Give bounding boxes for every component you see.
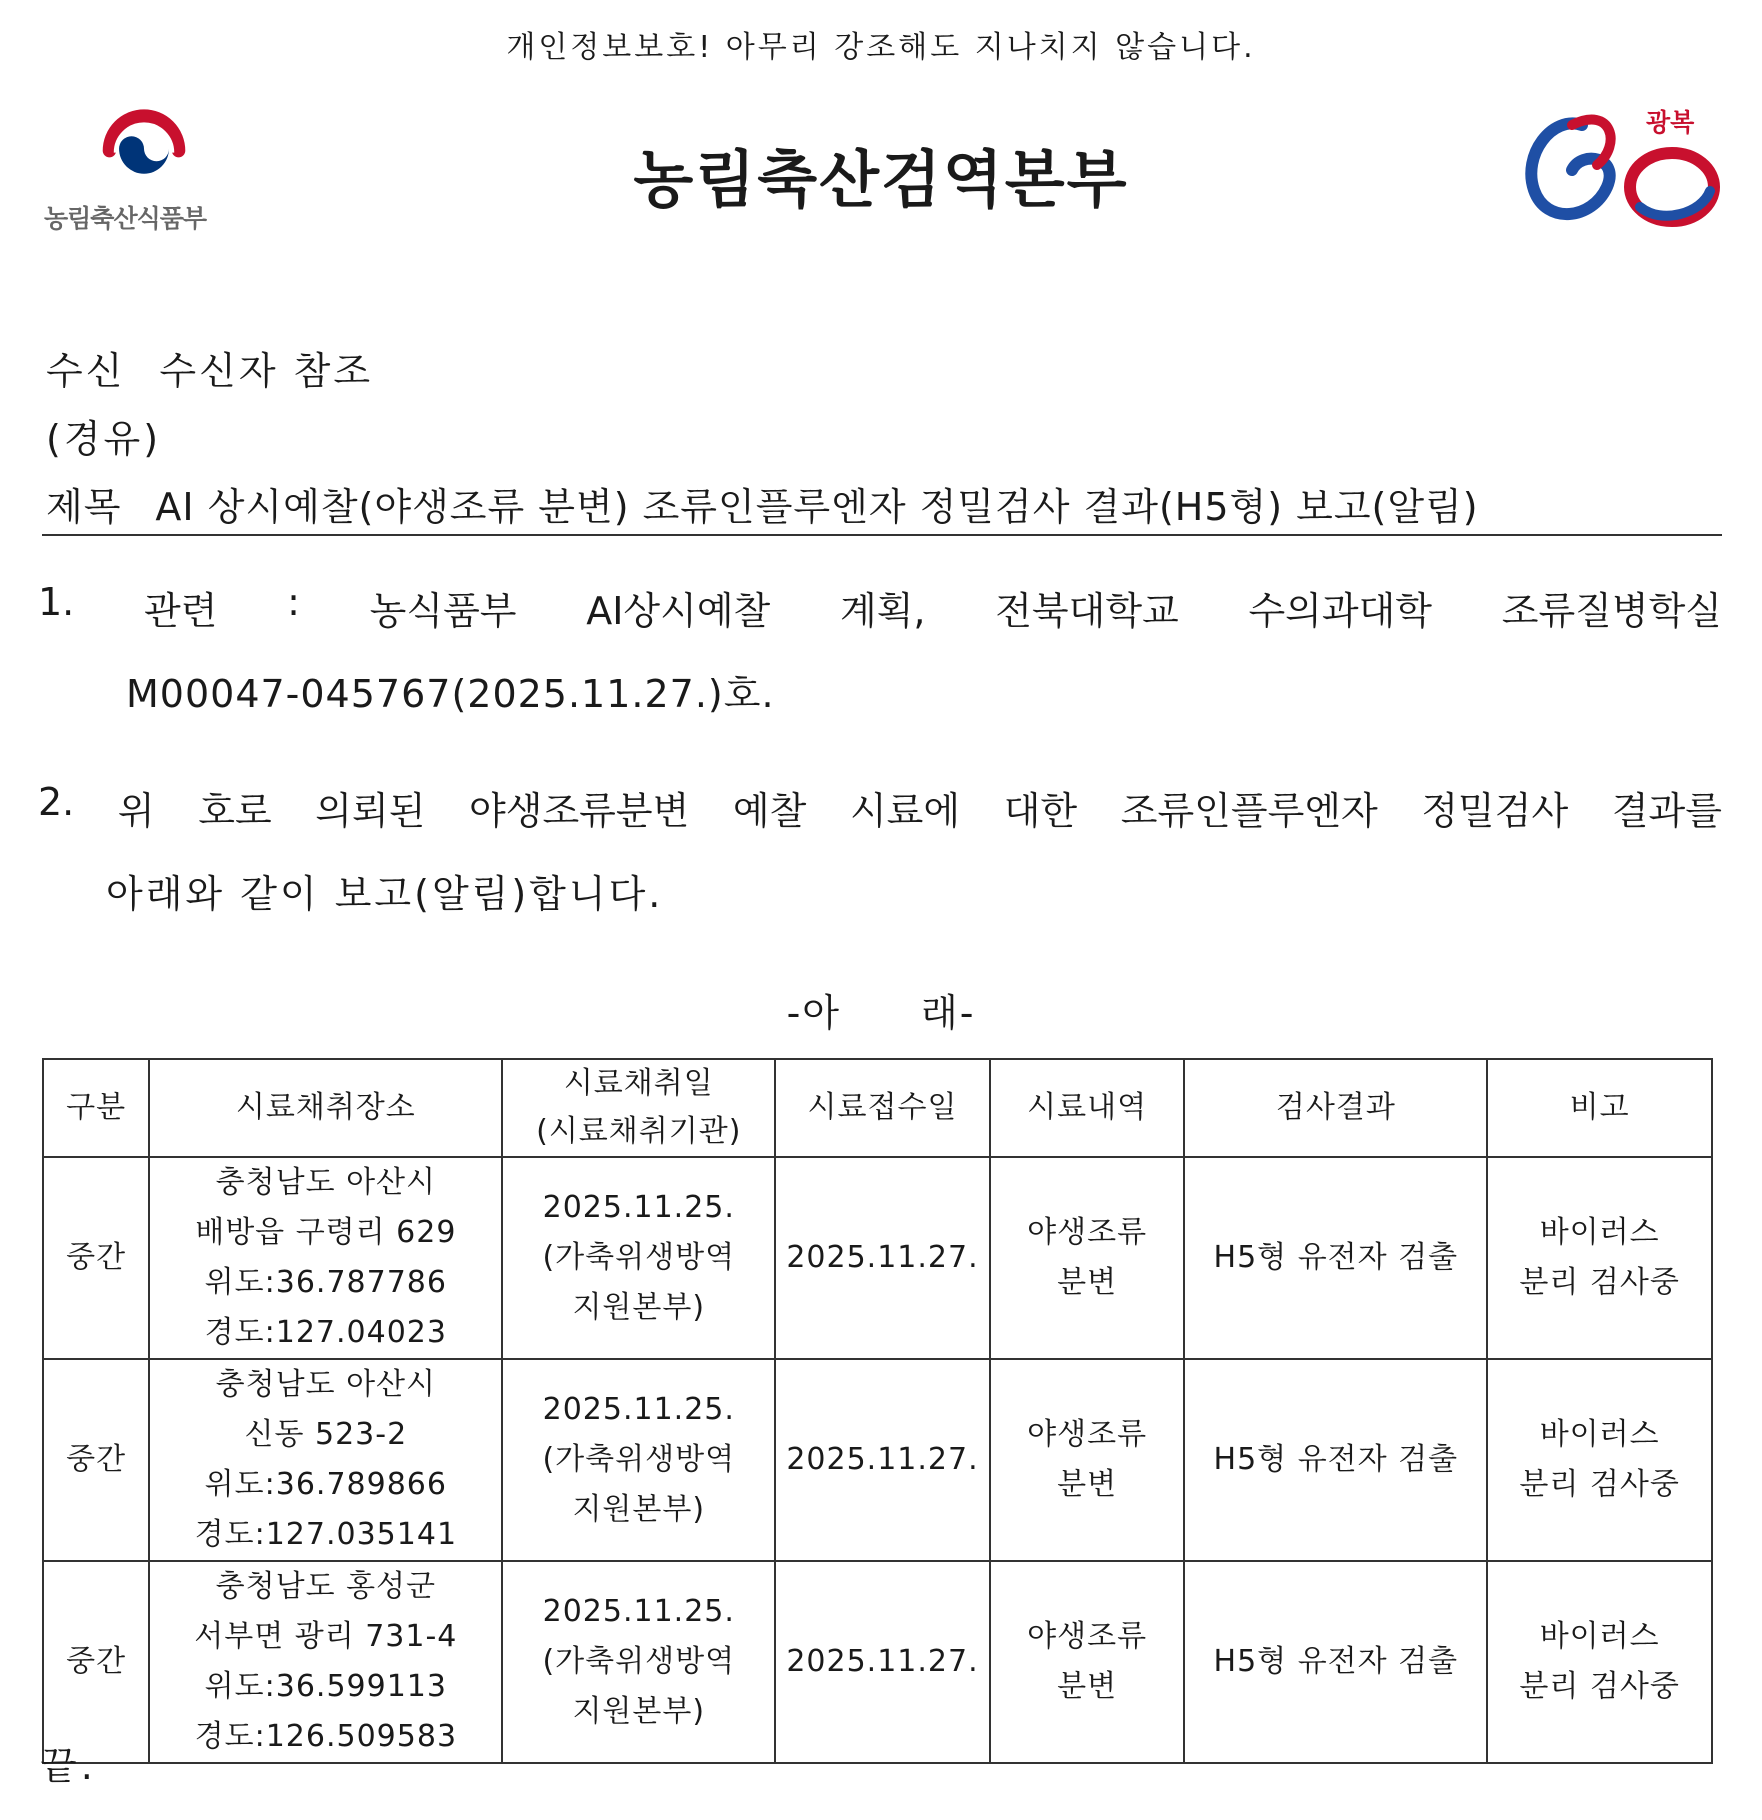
recipient-label: 수신: [46, 349, 126, 393]
ministry-name: 농림축산식품부: [44, 204, 207, 233]
row-location: 충청남도 아산시 배방읍 구령리 629 위도:36.787786 경도:127.04023: [149, 1157, 502, 1359]
end-mark: 끝.: [40, 1744, 97, 1788]
row-category: 중간: [43, 1157, 149, 1359]
item1-word: :: [287, 580, 300, 624]
row-remark: 바이러스 분리 검사중: [1487, 1157, 1712, 1359]
table-row: [43, 1359, 1712, 1561]
item2-continuation: 아래와 같이 보고(알림)합니다.: [106, 872, 664, 916]
item2-word: 결과를: [1611, 789, 1722, 833]
liberation-80th-logo: [1512, 95, 1732, 255]
table-row: [43, 1157, 1712, 1359]
item1-word: 관련: [143, 589, 218, 633]
below-heading: [0, 982, 1762, 1037]
anniversary-80-icon: [1512, 95, 1732, 255]
privacy-notice: 개인정보보호! 아무리 강조해도 지나치지 않습니다.: [506, 30, 1256, 65]
subject-line: [46, 476, 1479, 531]
item2-word: 호로: [198, 789, 272, 833]
item2-word: 시료에: [849, 789, 961, 833]
row-sample-type: 야생조류 분변: [990, 1561, 1185, 1763]
item2-word: 조류인플루엔자: [1120, 789, 1378, 833]
row-receipt-date: 2025.11.27.: [775, 1359, 990, 1561]
via-line: [46, 408, 161, 463]
item1-word: 조류질병학실: [1501, 589, 1722, 633]
header-cell: 시료채취장소: [149, 1059, 502, 1157]
subject-label: 제목: [46, 485, 122, 529]
item2-word: 정밀검사: [1421, 789, 1569, 833]
item2-word: 2.: [38, 780, 75, 824]
body-item-2: [38, 780, 1722, 918]
row-collection-date: 2025.11.25. (가축위생방역 지원본부): [502, 1561, 775, 1763]
table-header-row: [43, 1059, 1712, 1157]
row-receipt-date: 2025.11.27.: [775, 1157, 990, 1359]
below-right: 래-: [921, 991, 976, 1035]
row-collection-date: 2025.11.25. (가축위생방역 지원본부): [502, 1157, 775, 1359]
item2-word: 대한: [1003, 789, 1078, 833]
header-cell: 시료채취일 (시료채취기관): [502, 1059, 775, 1157]
item2-word: 야생조류분변: [469, 789, 690, 833]
body-item-1: [38, 580, 1722, 718]
header-cell: 시료내역: [990, 1059, 1185, 1157]
item1-word: 농식품부: [369, 589, 517, 633]
row-result: H5형 유전자 검출: [1184, 1561, 1487, 1763]
row-receipt-date: 2025.11.27.: [775, 1561, 990, 1763]
item1-word: 계획,: [839, 589, 926, 633]
results-table: [42, 1058, 1713, 1764]
row-result: H5형 유전자 검출: [1184, 1359, 1487, 1561]
item2-line: [38, 780, 1722, 835]
header-cell: 검사결과: [1184, 1059, 1487, 1157]
row-result: H5형 유전자 검출: [1184, 1157, 1487, 1359]
via-label: (경유): [46, 417, 162, 461]
row-remark: 바이러스 분리 검사중: [1487, 1561, 1712, 1763]
row-sample-type: 야생조류 분변: [990, 1359, 1185, 1561]
item1-word: 전북대학교: [995, 589, 1179, 633]
item2-word: 의뢰된: [315, 789, 426, 833]
item2-word: 예찰: [732, 789, 807, 833]
recipient-value: 수신자 참조: [159, 349, 374, 393]
header-cell: 구분: [43, 1059, 149, 1157]
row-location: 충청남도 아산시 신동 523-2 위도:36.789866 경도:127.035141: [149, 1359, 502, 1561]
anniversary-logo-text: 광복: [1646, 108, 1695, 137]
row-sample-type: 야생조류 분변: [990, 1157, 1185, 1359]
item1-continuation: M00047-045767(2025.11.27.)호.: [126, 672, 775, 716]
row-remark: 바이러스 분리 검사중: [1487, 1359, 1712, 1561]
row-category: 중간: [43, 1359, 149, 1561]
item1-word: 수의과대학: [1248, 589, 1433, 633]
below-left: -아: [786, 991, 841, 1035]
row-location: 충청남도 홍성군 서부면 광리 731-4 위도:36.599113 경도:126.509583: [149, 1561, 502, 1763]
item1-word: AI상시예찰: [586, 589, 771, 633]
header-divider: [42, 534, 1722, 536]
item1-line: [38, 580, 1722, 635]
header-cell: 시료접수일: [775, 1059, 990, 1157]
table-row: [43, 1561, 1712, 1763]
agency-title: 농림축산검역본부: [633, 143, 1129, 216]
subject-value: AI 상시예찰(야생조류 분변) 조류인플루엔자 정밀검사 결과(H5형) 보고(알림): [155, 485, 1479, 529]
header-cell: 비고: [1487, 1059, 1712, 1157]
row-collection-date: 2025.11.25. (가축위생방역 지원본부): [502, 1359, 775, 1561]
item1-word: 1.: [38, 580, 75, 624]
row-category: 중간: [43, 1561, 149, 1763]
recipient-line: [46, 340, 373, 395]
item2-word: 위: [117, 789, 155, 833]
